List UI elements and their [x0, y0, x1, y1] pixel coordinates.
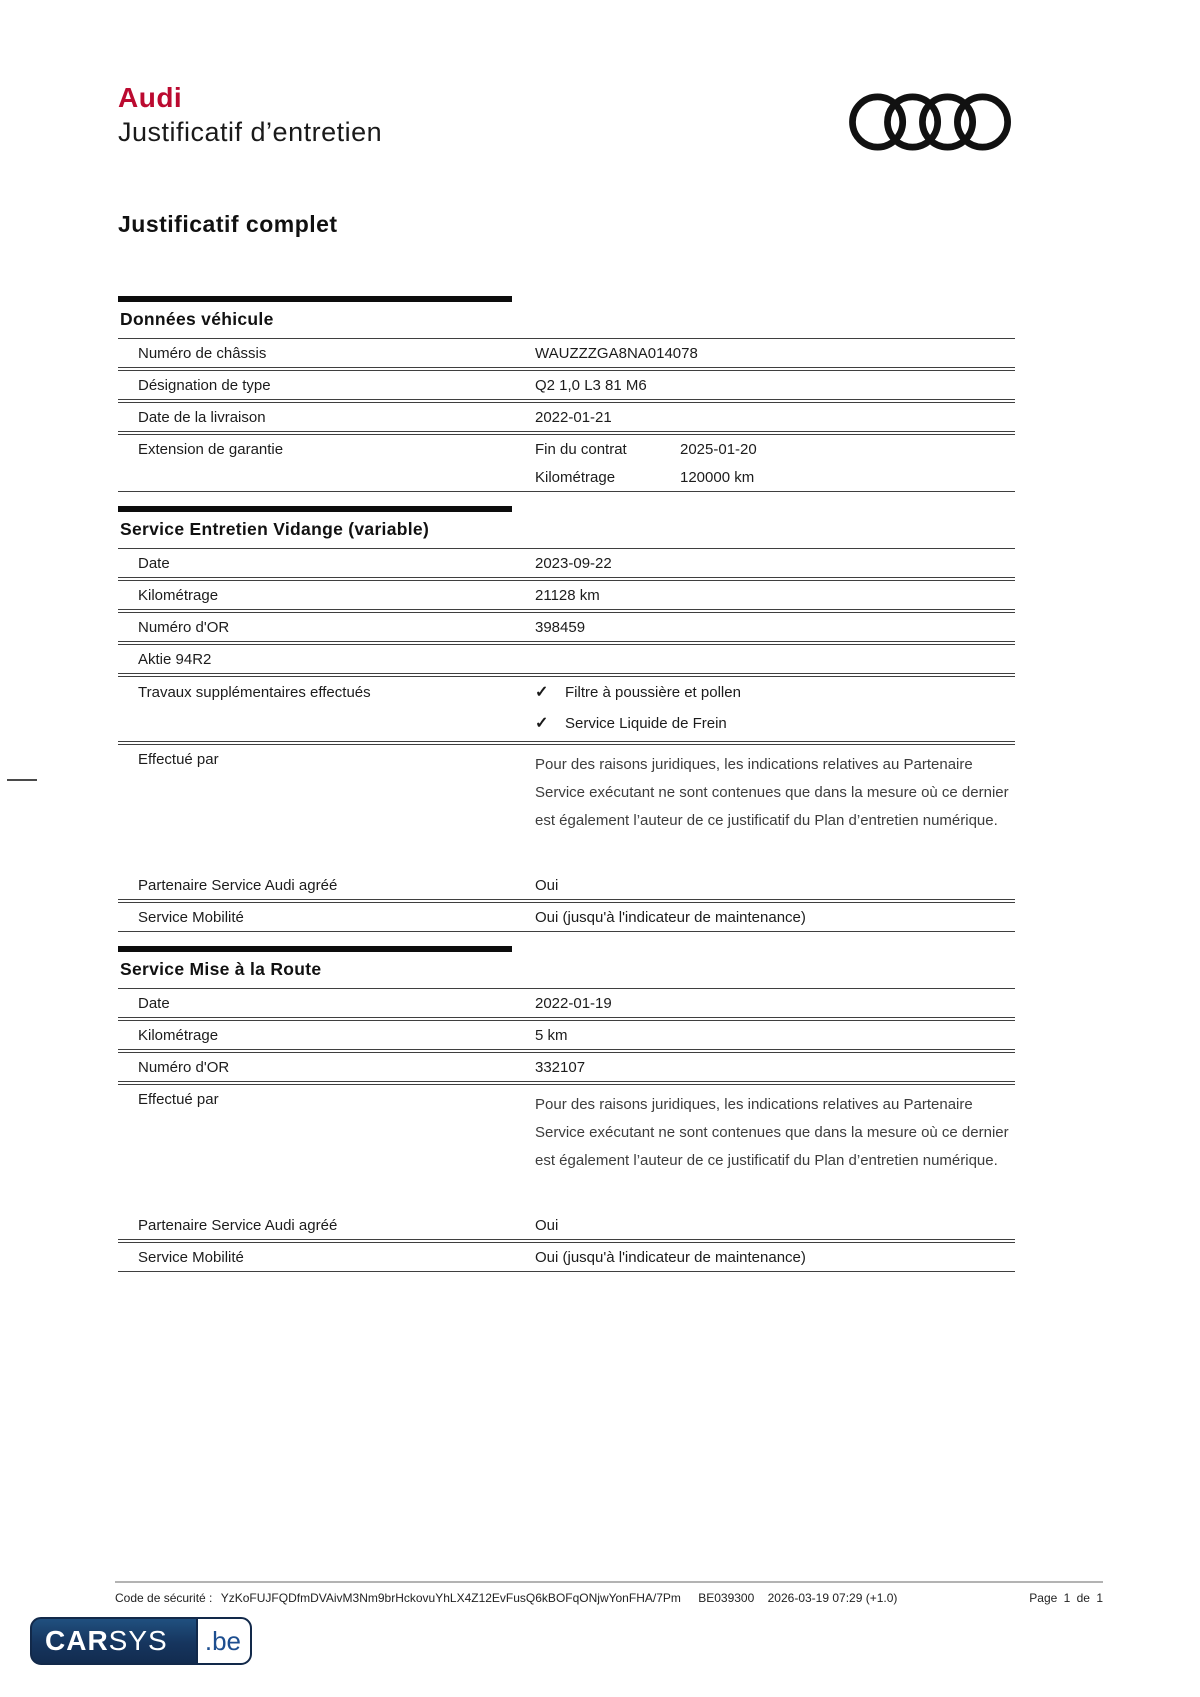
row-value	[535, 750, 1015, 865]
table-row	[118, 402, 1015, 432]
table-row	[118, 612, 1015, 642]
page-number: Page 1 de 1	[1029, 1591, 1103, 1605]
document-reference: BE039300	[698, 1591, 755, 1605]
row-label: Kilométrage	[138, 587, 219, 604]
row-label: Partenaire Service Audi agréé	[138, 877, 338, 894]
table-row	[118, 370, 1015, 400]
row-value: Q2 1,0 L3 81 M6	[535, 377, 647, 394]
row-label: Effectué par	[138, 1091, 219, 1108]
checklist-item-label: Filtre à poussière et pollen	[565, 684, 741, 701]
row-label: Travaux supplémentaires effectués	[138, 684, 371, 701]
legal-notice-text: Pour des raisons juridiques, les indications relatives au Partenaire Service exécutant ne sont contenues que dans la mesure où ce dernier est également l’auteur de ce justificatif du Plan d’entretien numérique.	[535, 756, 1009, 829]
section-title: Service Entretien Vidange (variable)	[120, 519, 430, 539]
row-value	[535, 683, 1015, 733]
pair-value: 120000 km	[680, 469, 755, 486]
table-row	[118, 1211, 1015, 1240]
audi-rings-icon	[848, 92, 1013, 157]
check-icon: ✓	[535, 715, 549, 732]
row-value: 2022-01-21	[535, 409, 612, 426]
pair-key: Fin du contrat	[535, 441, 627, 458]
row-value: 398459	[535, 619, 586, 636]
footer	[115, 1591, 1103, 1605]
table-row	[118, 871, 1015, 900]
document-subtitle: Justificatif d’entretien	[118, 117, 383, 147]
key-value-pair	[535, 468, 1015, 487]
row-label: Service Mobilité	[138, 909, 244, 926]
row-label: Numéro d'OR	[138, 619, 230, 636]
row-value: 332107	[535, 1059, 586, 1076]
table-row	[118, 434, 1015, 492]
document-header	[118, 82, 382, 148]
table-row	[118, 902, 1015, 932]
section-table	[118, 548, 1015, 932]
row-value: Oui	[535, 1217, 559, 1234]
carsys-sys-text: SYS	[108, 1625, 168, 1656]
row-value: Oui (jusqu'à l'indicateur de maintenance)	[535, 909, 806, 926]
check-icon: ✓	[535, 684, 549, 701]
table-row	[118, 1242, 1015, 1272]
legal-notice-text: Pour des raisons juridiques, les indications relatives au Partenaire Service exécutant ne sont contenues que dans la mesure où ce dernier est également l’auteur de ce justificatif du Plan d’entretien numérique.	[535, 1096, 1009, 1169]
row-label: Service Mobilité	[138, 1249, 244, 1266]
row-value: 5 km	[535, 1027, 568, 1044]
row-label: Date	[138, 995, 170, 1012]
row-label: Aktie 94R2	[138, 651, 212, 668]
row-value: 2023-09-22	[535, 555, 612, 572]
section-title: Service Mise à la Route	[120, 959, 322, 979]
security-code-value: YzKoFUJFQDfmDVAivM3Nm9brHckovuYhLX4Z12EvFusQ6kBOFqONjwYonFHA/7Pm	[220, 1591, 681, 1605]
carsys-wordmark	[32, 1619, 196, 1663]
row-label: Date	[138, 555, 170, 572]
row-value: WAUZZZGA8NA014078	[535, 345, 698, 362]
security-code-line	[115, 1591, 897, 1605]
section-service-entretien-vidange	[118, 506, 1015, 932]
table-row	[118, 744, 1015, 869]
row-label: Partenaire Service Audi agréé	[138, 1217, 338, 1234]
row-label: Numéro de châssis	[138, 345, 267, 362]
section-service-mise-a-la-route	[118, 946, 1015, 1272]
table-row	[118, 580, 1015, 610]
row-label: Extension de garantie	[138, 441, 284, 458]
table-row	[118, 644, 1015, 674]
section-table	[118, 338, 1015, 492]
checklist-item	[535, 714, 1015, 733]
page-fold-mark	[7, 779, 37, 781]
brand-name: Audi	[118, 82, 183, 113]
row-value	[535, 440, 1015, 487]
checklist-item-label: Service Liquide de Frein	[565, 715, 727, 732]
row-value: Oui (jusqu'à l'indicateur de maintenance)	[535, 1249, 806, 1266]
security-code-label: Code de sécurité :	[115, 1591, 213, 1605]
row-value	[535, 1090, 1015, 1205]
table-row	[118, 988, 1015, 1018]
row-label: Kilométrage	[138, 1027, 219, 1044]
row-label: Désignation de type	[138, 377, 271, 394]
table-row	[118, 338, 1015, 368]
table-row	[118, 676, 1015, 742]
row-label: Effectué par	[138, 751, 219, 768]
table-row	[118, 1084, 1015, 1209]
carsys-be-badge: .be	[196, 1619, 250, 1663]
footer-divider	[115, 1581, 1103, 1583]
carsys-logo	[30, 1617, 252, 1665]
table-row	[118, 1052, 1015, 1082]
pair-key: Kilométrage	[535, 469, 616, 486]
row-value: 2022-01-19	[535, 995, 612, 1012]
footer-timestamp: 2026-03-19 07:29 (+1.0)	[767, 1591, 898, 1605]
carsys-car-text: CAR	[45, 1625, 109, 1656]
row-value: 21128 km	[535, 587, 600, 604]
pair-value: 2025-01-20	[680, 441, 757, 458]
section-donnees-vehicule	[118, 296, 1015, 492]
row-label: Date de la livraison	[138, 409, 266, 426]
table-row	[118, 1020, 1015, 1050]
table-row	[118, 548, 1015, 578]
section-title: Données véhicule	[120, 309, 274, 329]
key-value-pair	[535, 440, 1015, 459]
row-label: Numéro d'OR	[138, 1059, 230, 1076]
section-table	[118, 988, 1015, 1272]
page-title: Justificatif complet	[118, 211, 338, 237]
row-value: Oui	[535, 877, 559, 894]
checklist-item	[535, 683, 1015, 702]
